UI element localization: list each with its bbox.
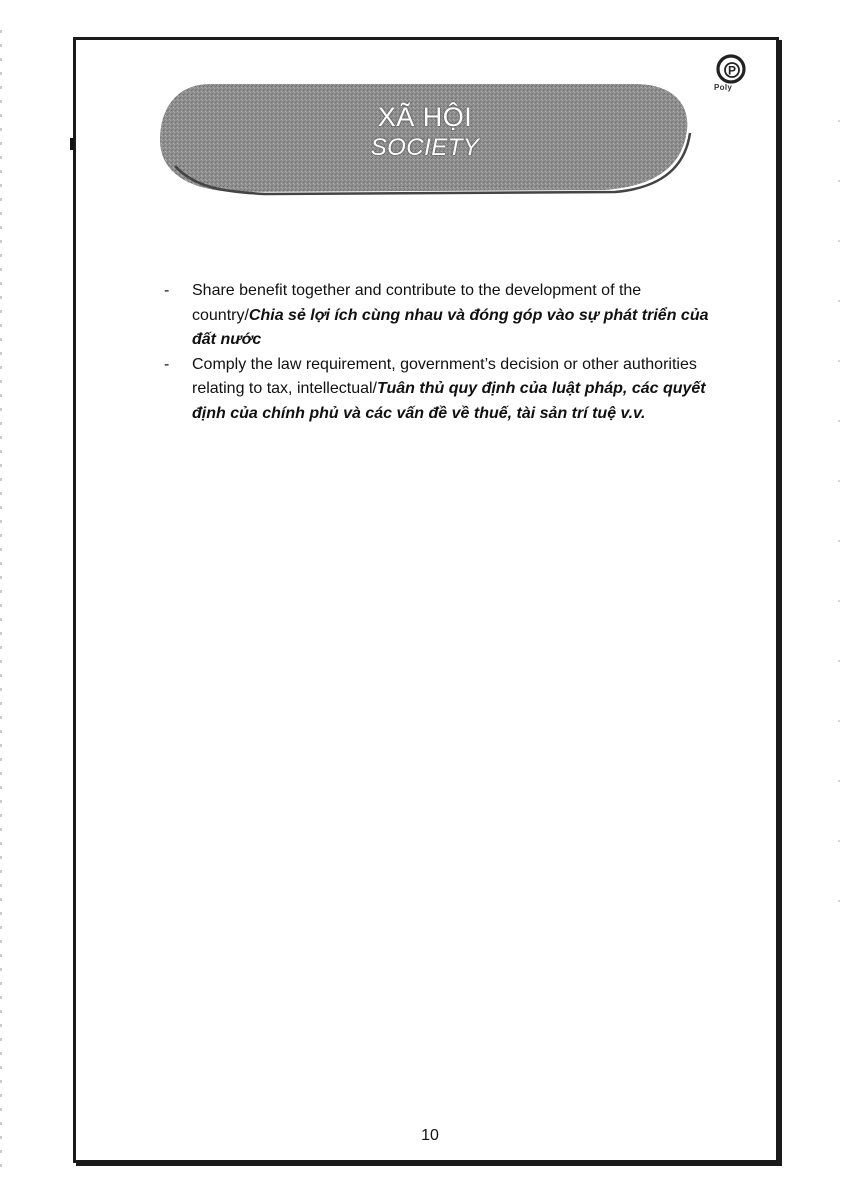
svg-text:P: P bbox=[727, 63, 737, 78]
logo-brand-text: Poly bbox=[714, 83, 733, 92]
list-item bbox=[164, 353, 724, 427]
banner-title-vn: XÃ HỘI bbox=[377, 102, 473, 132]
company-logo bbox=[710, 53, 750, 95]
bullet-list bbox=[164, 279, 724, 426]
bullet-text-vietnamese: Tuân thủ quy định của luật pháp, các quyết định của chính phủ và các vấn đề về thuế, tài sản trí tuệ v.v. bbox=[192, 380, 706, 422]
section-banner bbox=[155, 78, 695, 196]
logo-p-icon bbox=[715, 53, 747, 85]
scan-margin-marks bbox=[838, 120, 840, 920]
frame-tick-mark bbox=[70, 138, 74, 150]
page-frame bbox=[73, 37, 779, 1163]
bullet-marker: - bbox=[164, 282, 170, 299]
list-item bbox=[164, 279, 724, 353]
bullet-marker: - bbox=[164, 355, 170, 373]
page-number: 10 bbox=[421, 1127, 439, 1144]
bullet-text-vietnamese: Chia sẻ lợi ích cùng nhau và đóng góp vào sự phát triển của đất nước bbox=[192, 306, 709, 348]
banner-title-en: SOCIETY bbox=[370, 134, 480, 161]
bullet-text-english: Comply the law requirement, government’s decision or other authorities relating to tax, intellectual/ bbox=[192, 355, 697, 397]
bullet-text-english: Share benefit together and contribute to the development of the country/ bbox=[192, 282, 642, 324]
scan-edge-artifact bbox=[0, 30, 2, 1170]
